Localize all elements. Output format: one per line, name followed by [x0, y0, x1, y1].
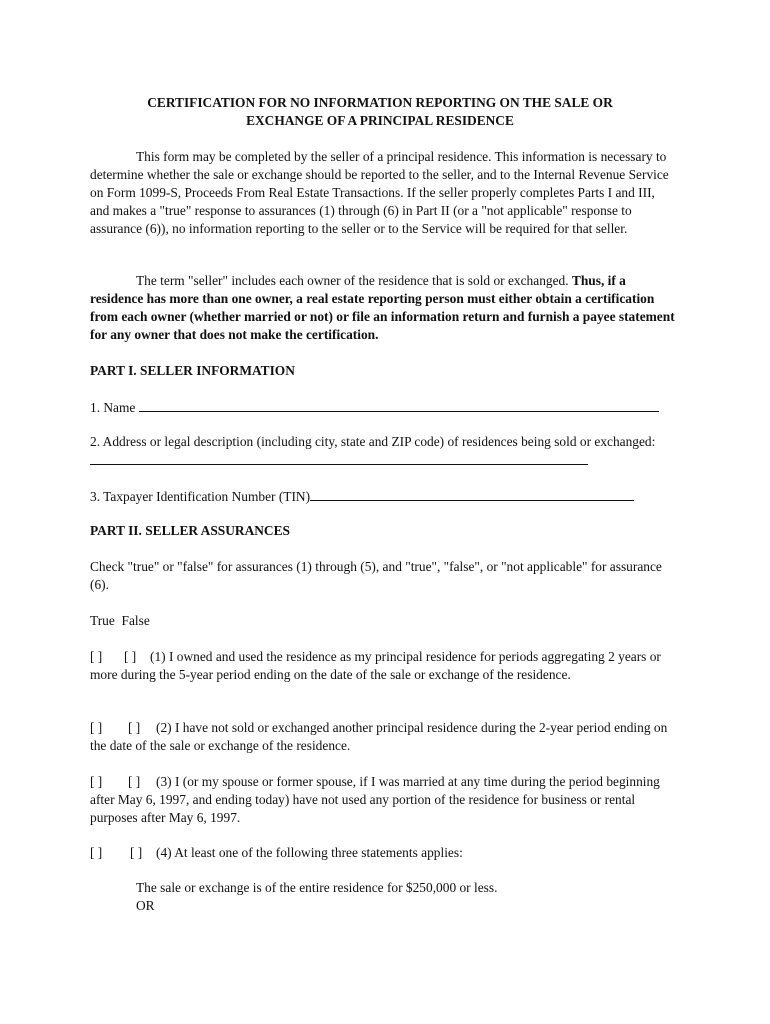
false-checkbox-4[interactable]: [ ] [130, 845, 143, 860]
true-checkbox-4[interactable]: [ ] [90, 845, 103, 860]
tin-field-label: 3. Taxpayer Identification Number (TIN) [90, 489, 311, 504]
true-checkbox-2[interactable]: [ ] [90, 720, 103, 735]
assurance-item-3 [90, 773, 675, 827]
assurance-item-1 [90, 648, 675, 684]
intro-p2-normal: The term "seller" includes each owner of the residence that is sold or exchanged. [136, 273, 572, 288]
address-field-row [90, 433, 675, 470]
name-field-row [90, 398, 675, 417]
address-field-label: 2. Address or legal description (including city, state and ZIP code) of residences being sold or exchanged: [90, 434, 656, 449]
or-text: OR [136, 898, 155, 913]
name-field-line[interactable] [139, 398, 659, 412]
part2-heading: PART II. SELLER ASSURANCES [90, 523, 290, 538]
intro-p2-bold: Thus, if a residence has more than one owner, a real estate reporting person must either obtain a certification from each owner (whether married or not) or file an information return and furnish a payee statement for any owner that does not make the certification. [90, 273, 675, 342]
assurance-text-2: (2) I have not sold or exchanged another principal residence during the 2-year period ending on the date of the sale or exchange of the residence. [90, 720, 668, 753]
true-false-headers: True False [90, 613, 150, 628]
true-checkbox-3[interactable]: [ ] [90, 774, 103, 789]
assurance-text-4: (4) At least one of the following three statements applies: [156, 845, 463, 860]
false-checkbox-1[interactable]: [ ] [124, 649, 137, 664]
assurance-item-2 [90, 719, 675, 755]
intro-paragraph-2 [90, 272, 675, 344]
tin-field-line[interactable] [310, 487, 634, 501]
name-field-label: 1. Name [90, 400, 139, 415]
tin-field-row [90, 487, 675, 506]
assurance-item-4 [90, 844, 675, 862]
part2-instructions: Check "true" or "false" for assurances (1) through (5), and "true", "false", or "not applicable" for assurance (6). [90, 559, 662, 592]
title-line-1: CERTIFICATION FOR NO INFORMATION REPORTING ON THE SALE OR [147, 95, 613, 110]
statement-a: The sale or exchange is of the entire residence for $250,000 or less. [136, 880, 498, 895]
assurance-text-3: (3) I (or my spouse or former spouse, if I was married at any time during the period beginning after May 6, 1997, and ending today) have not used any portion of the residence for business or rental purposes after May 6, 1997. [90, 774, 660, 825]
false-checkbox-3[interactable]: [ ] [128, 774, 141, 789]
intro-paragraph-1: This form may be completed by the seller of a principal residence. This information is necessary to determine whether the sale or exchange should be reported to the seller, and to the Internal Revenue Service on Form 1099-S, Proceeds From Real Estate Transactions. If the seller properly completes Parts I and III, and makes a "true" response to assurances (1) through (6) in Part II (or a "not applicable" response to assurance (6)), no information reporting to the seller or to the Service will be required for that seller. [90, 149, 669, 236]
title-line-2: EXCHANGE OF A PRINCIPAL RESIDENCE [246, 113, 514, 128]
true-checkbox-1[interactable]: [ ] [90, 649, 103, 664]
address-field-line[interactable] [90, 451, 588, 465]
assurance-text-1: (1) I owned and used the residence as my principal residence for periods aggregating 2 years or more during the 5-year period ending on the date of the sale or exchange of the residence. [90, 649, 661, 682]
part1-heading: PART I. SELLER INFORMATION [90, 363, 295, 378]
false-checkbox-2[interactable]: [ ] [128, 720, 141, 735]
document-title [90, 94, 670, 130]
